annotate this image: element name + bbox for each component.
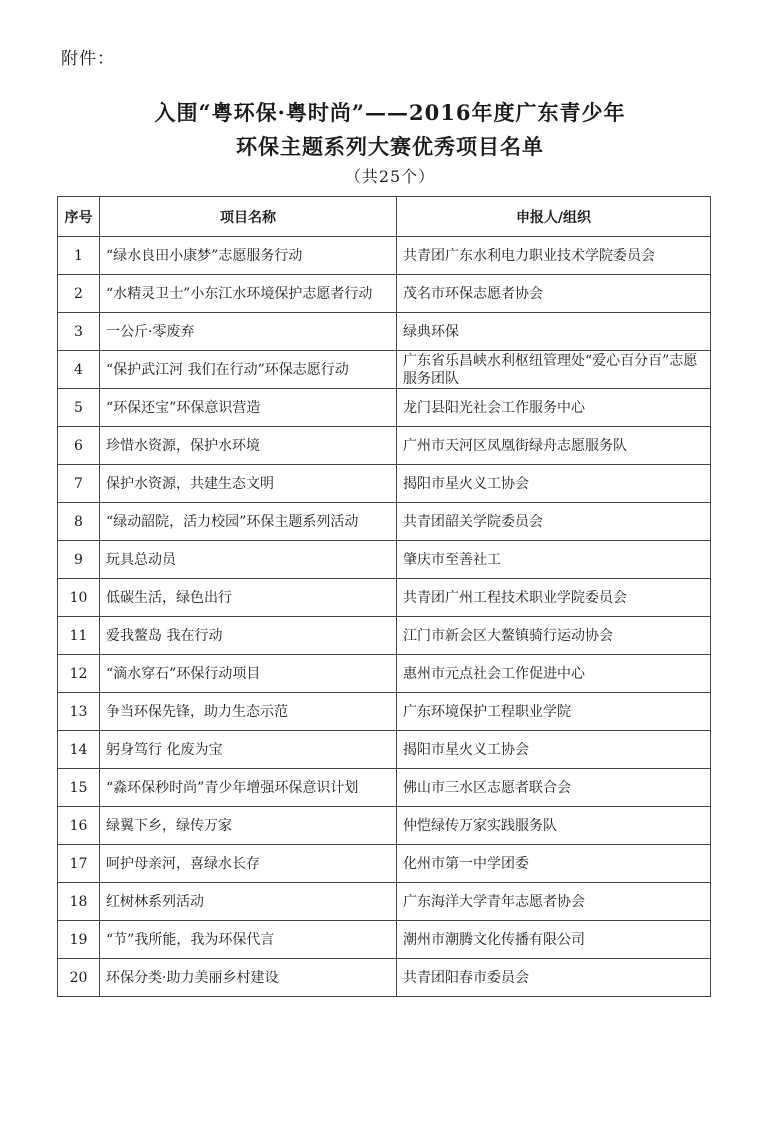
applicant-cell: 江门市新会区大鳌镇骑行运动协会 (397, 617, 711, 655)
project-name-cell: “滴水穿石”环保行动项目 (100, 655, 397, 693)
table-row (58, 465, 711, 503)
applicant-cell: 广东海洋大学青年志愿者协会 (397, 883, 711, 921)
project-name-cell: 红树林系列活动 (100, 883, 397, 921)
attachment-label: 附件： (61, 49, 115, 69)
row-number: 18 (58, 883, 100, 921)
table-row (58, 693, 711, 731)
header-project-name: 项目名称 (100, 197, 397, 237)
table-row (58, 769, 711, 807)
item-count-note: （共25个） (344, 167, 436, 186)
row-number: 9 (58, 541, 100, 579)
applicant-cell: 广州市天河区凤凰街绿舟志愿服务队 (397, 427, 711, 465)
table-row (58, 883, 711, 921)
project-name-cell: 一公斤·零废弃 (100, 313, 397, 351)
row-number: 5 (58, 389, 100, 427)
row-number: 10 (58, 579, 100, 617)
table-row (58, 351, 711, 389)
table-row (58, 427, 711, 465)
table-row (58, 655, 711, 693)
table-row (58, 389, 711, 427)
table-row (58, 731, 711, 769)
document-title-line-1: 入围“粤环保·粤时尚”——2016年度广东青少年 (154, 100, 626, 125)
table-row (58, 541, 711, 579)
row-number: 17 (58, 845, 100, 883)
applicant-cell: 绿典环保 (397, 313, 711, 351)
row-number: 13 (58, 693, 100, 731)
project-name-cell: 爱我鳌岛 我在行动 (100, 617, 397, 655)
project-name-cell: 呵护母亲河，喜绿水长存 (100, 845, 397, 883)
row-number: 6 (58, 427, 100, 465)
table-row (58, 845, 711, 883)
header-number: 序号 (58, 197, 100, 237)
table-row (58, 313, 711, 351)
row-number: 11 (58, 617, 100, 655)
applicant-cell: 共青团韶关学院委员会 (397, 503, 711, 541)
row-number: 1 (58, 237, 100, 275)
table-row (58, 921, 711, 959)
applicant-cell: 化州市第一中学团委 (397, 845, 711, 883)
row-number: 2 (58, 275, 100, 313)
project-name-cell: “绿水良田小康梦”志愿服务行动 (100, 237, 397, 275)
applicant-cell: 揭阳市星火义工协会 (397, 731, 711, 769)
row-number: 12 (58, 655, 100, 693)
row-number: 3 (58, 313, 100, 351)
header-applicant: 申报人/组织 (397, 197, 711, 237)
project-name-cell: “淼环保秒时尚”青少年增强环保意识计划 (100, 769, 397, 807)
row-number: 4 (58, 351, 100, 389)
table-row (58, 503, 711, 541)
project-name-cell: 保护水资源，共建生态文明 (100, 465, 397, 503)
table-row (58, 959, 711, 997)
applicant-cell: 潮州市潮腾文化传播有限公司 (397, 921, 711, 959)
project-name-cell: 珍惜水资源，保护水环境 (100, 427, 397, 465)
applicant-cell: 共青团广州工程技术职业学院委员会 (397, 579, 711, 617)
project-name-cell: “节”我所能，我为环保代言 (100, 921, 397, 959)
applicant-cell: 共青团阳春市委员会 (397, 959, 711, 997)
table-row (58, 275, 711, 313)
applicant-cell: 广东省乐昌峡水利枢纽管理处“爱心百分百”志愿服务团队 (397, 351, 711, 389)
applicant-cell: 揭阳市星火义工协会 (397, 465, 711, 503)
applicant-cell: 广东环境保护工程职业学院 (397, 693, 711, 731)
project-name-cell: 玩具总动员 (100, 541, 397, 579)
applicant-cell: 龙门县阳光社会工作服务中心 (397, 389, 711, 427)
project-name-cell: 躬身笃行 化废为宝 (100, 731, 397, 769)
applicant-cell: 茂名市环保志愿者协会 (397, 275, 711, 313)
document-title-line-2: 环保主题系列大赛优秀项目名单 (236, 134, 544, 159)
project-name-cell: 绿翼下乡，绿传万家 (100, 807, 397, 845)
project-name-cell: “水精灵卫士”小东江水环境保护志愿者行动 (100, 275, 397, 313)
applicant-cell: 共青团广东水利电力职业技术学院委员会 (397, 237, 711, 275)
row-number: 20 (58, 959, 100, 997)
applicant-cell: 肇庆市至善社工 (397, 541, 711, 579)
project-list-table (57, 196, 711, 997)
project-name-cell: “环保还宝”环保意识营造 (100, 389, 397, 427)
table-row (58, 237, 711, 275)
project-name-cell: 环保分类·助力美丽乡村建设 (100, 959, 397, 997)
row-number: 14 (58, 731, 100, 769)
row-number: 8 (58, 503, 100, 541)
row-number: 16 (58, 807, 100, 845)
row-number: 7 (58, 465, 100, 503)
project-name-cell: 低碳生活，绿色出行 (100, 579, 397, 617)
table-row (58, 617, 711, 655)
project-name-cell: “保护武江河 我们在行动”环保志愿行动 (100, 351, 397, 389)
table-row (58, 579, 711, 617)
applicant-cell: 惠州市元点社会工作促进中心 (397, 655, 711, 693)
table-row (58, 807, 711, 845)
table-header-row (58, 197, 711, 237)
row-number: 19 (58, 921, 100, 959)
applicant-cell: 佛山市三水区志愿者联合会 (397, 769, 711, 807)
applicant-cell: 仲恺绿传万家实践服务队 (397, 807, 711, 845)
project-name-cell: 争当环保先锋，助力生态示范 (100, 693, 397, 731)
row-number: 15 (58, 769, 100, 807)
project-name-cell: “绿动韶院，活力校园”环保主题系列活动 (100, 503, 397, 541)
